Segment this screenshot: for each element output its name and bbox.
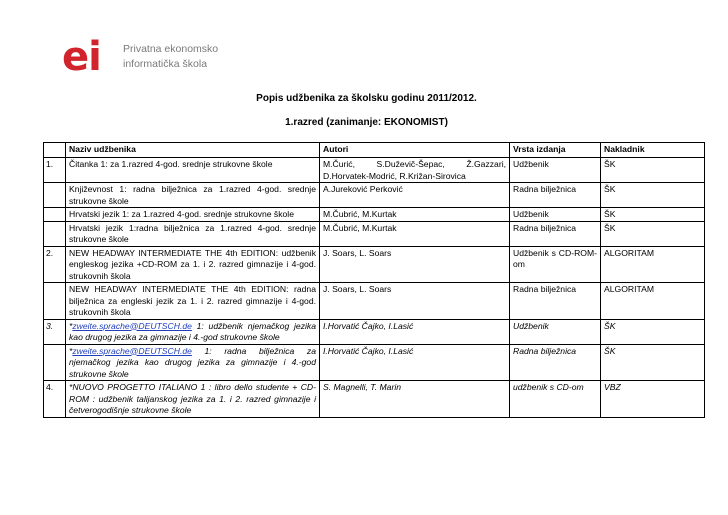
cell-autori: M.Čubrić, M.Kurtak bbox=[320, 208, 510, 222]
cell-vrsta: Radna bilježnica bbox=[510, 344, 601, 381]
cell-naziv: *NUOVO PROGETTO ITALIANO 1 : libro dello studente + CD-ROM : udžbenik talijanskog jezika za 1. i 2. razred gimnazije i četverogodišnje strukovne škole bbox=[66, 381, 320, 418]
cell-autori: M.Čubrić, M.Kurtak bbox=[320, 221, 510, 246]
school-logo bbox=[62, 34, 232, 80]
school-name-line2: informatička škola bbox=[123, 58, 208, 70]
row-number bbox=[44, 221, 66, 246]
table-row bbox=[44, 221, 705, 246]
row-number: 2. bbox=[44, 246, 66, 283]
cell-autori: A.Jureković Perković bbox=[320, 183, 510, 208]
cell-nakladnik: ALGORITAM bbox=[601, 246, 705, 283]
cell-nakladnik: ŠK bbox=[601, 344, 705, 381]
cell-nakladnik: VBZ bbox=[601, 381, 705, 418]
cell-autori: I.Horvatić Čajko, I.Lasić bbox=[320, 319, 510, 344]
cell-autori: J. Soars, L. Soars bbox=[320, 283, 510, 320]
row-number bbox=[44, 183, 66, 208]
naziv-text: 1: udžbenik njemačkog jezika kao drugog jezika za gimnazije i 4.-god strukovne škole bbox=[69, 320, 316, 342]
cell-vrsta: Udžbenik s CD-ROM-om bbox=[510, 246, 601, 283]
cell-autori: S. Magnelli, T. Marin bbox=[320, 381, 510, 418]
email-link[interactable]: zweite.sprache@DEUTSCH.de bbox=[72, 345, 192, 356]
row-number: 1. bbox=[44, 158, 66, 183]
row-number bbox=[44, 283, 66, 320]
table-row bbox=[44, 246, 705, 283]
table-row bbox=[44, 283, 705, 320]
cell-naziv: NEW HEADWAY INTERMEDIATE THE 4th EDITION: radna bilježnica za engleski jezik za 1. i 2. razred gimnazije i 4-god. strukovnih škola bbox=[66, 283, 320, 320]
row-number bbox=[44, 208, 66, 222]
cell-naziv: Čitanka 1: za 1.razred 4-god. srednje strukovne škole bbox=[66, 158, 320, 183]
cell-naziv: Književnost 1: radna bilježnica za 1.razred 4-god. srednje strukovne škole bbox=[66, 183, 320, 208]
cell-vrsta: Radna bilježnica bbox=[510, 183, 601, 208]
cell-autori: J. Soars, L. Soars bbox=[320, 246, 510, 283]
table-row bbox=[44, 381, 705, 418]
email-link[interactable]: zweite.sprache@DEUTSCH.de bbox=[72, 320, 192, 331]
row-number: 3. bbox=[44, 319, 66, 344]
ei-logo-mark: ei bbox=[62, 34, 101, 80]
cell-naziv: Hrvatski jezik 1: za 1.razred 4-god. srednje strukovne škole bbox=[66, 208, 320, 222]
cell-vrsta: Udžbenik bbox=[510, 158, 601, 183]
cell-naziv: Hrvatski jezik 1:radna bilježnica za 1.razred 4-god. srednje strukovne škole bbox=[66, 221, 320, 246]
cell-naziv: NEW HEADWAY INTERMEDIATE THE 4th EDITION: udžbenik engleskog jezika +CD-ROM za 1. i 2. razred gimnazije i 4-god. strukovnih škola bbox=[66, 246, 320, 283]
header-num bbox=[44, 143, 66, 158]
cell-vrsta: Udžbenik bbox=[510, 208, 601, 222]
cell-nakladnik: ŠK bbox=[601, 221, 705, 246]
header-nakladnik: Nakladnik bbox=[601, 143, 705, 158]
table-row bbox=[44, 158, 705, 183]
table-row bbox=[44, 319, 705, 344]
cell-vrsta: Udžbenik bbox=[510, 319, 601, 344]
cell-vrsta: udžbenik s CD-om bbox=[510, 381, 601, 418]
cell-nakladnik: ŠK bbox=[601, 319, 705, 344]
cell-naziv bbox=[66, 344, 320, 381]
row-number bbox=[44, 344, 66, 381]
cell-vrsta: Radna bilježnica bbox=[510, 283, 601, 320]
header-autori: Autori bbox=[320, 143, 510, 158]
cell-autori: M.Čurić, S.Duževič-Šepac, Ž.Gazzari, D.Horvatek-Modrić, R.Križan-Sirovica bbox=[320, 158, 510, 183]
cell-naziv bbox=[66, 319, 320, 344]
row-number: 4. bbox=[44, 381, 66, 418]
table-row bbox=[44, 208, 705, 222]
school-name-line1: Privatna ekonomsko bbox=[123, 43, 219, 55]
table-row bbox=[44, 344, 705, 381]
naziv-text: 1: radna bilježnica za njemačkog jezika kao drugog jezika za gimnazije i 4.-god strukovne škole bbox=[69, 345, 316, 379]
header-vrsta: Vrsta izdanja bbox=[510, 143, 601, 158]
document-subtitle: 1.razred (zanimanje: EKONOMIST) bbox=[285, 117, 448, 128]
cell-vrsta: Radna bilježnica bbox=[510, 221, 601, 246]
cell-nakladnik: ALGORITAM bbox=[601, 283, 705, 320]
cell-nakladnik: ŠK bbox=[601, 208, 705, 222]
table-row bbox=[44, 183, 705, 208]
asterisk-mark: * bbox=[69, 320, 73, 331]
table-header-row bbox=[44, 143, 705, 158]
cell-nakladnik: ŠK bbox=[601, 158, 705, 183]
cell-nakladnik: ŠK bbox=[601, 183, 705, 208]
document-title: Popis udžbenika za školsku godinu 2011/2012. bbox=[256, 93, 477, 104]
cell-autori: I.Horvatić Čajko, I.Lasić bbox=[320, 344, 510, 381]
header-naziv: Naziv udžbenika bbox=[66, 143, 320, 158]
school-name bbox=[123, 42, 218, 72]
textbook-table bbox=[43, 142, 705, 418]
asterisk-mark: * bbox=[69, 345, 73, 356]
